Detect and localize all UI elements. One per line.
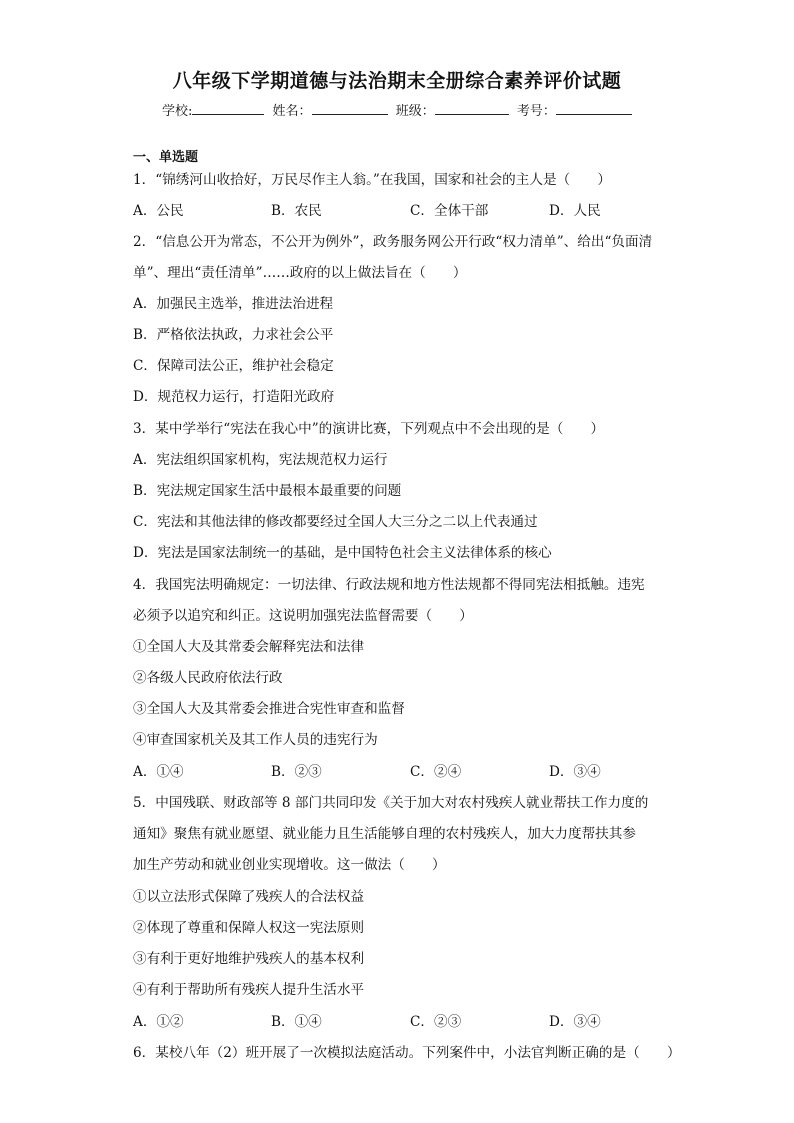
question-5-stem-line2: 通知》聚焦有就业愿望、就业能力且生活能够自理的农村残疾人，加大力度帮扶其参 xyxy=(133,826,636,842)
option-b[interactable]: B．宪法规定国家生活中最根本最重要的问题 xyxy=(133,483,402,499)
question-5-stem-line3: 加生产劳动和就业创业实现增收。这一做法（ ） xyxy=(133,857,446,873)
question-6-stem: 6．某校八年（2）班开展了一次模拟法庭活动。下列案件中，小法官判断正确的是（ ） xyxy=(133,1045,681,1061)
school-field[interactable] xyxy=(192,101,264,115)
question-4-stem-line2: 必须予以追究和纠正。这说明加强宪法监督需要（ ） xyxy=(133,608,473,624)
name-label: 姓名： xyxy=(272,104,312,119)
option-a[interactable]: A．公民 xyxy=(133,203,184,219)
option-a[interactable]: A．宪法组织国家机构，宪法规范权力运行 xyxy=(133,452,388,468)
option-b[interactable]: B．严格依法执政，力求社会公平 xyxy=(133,327,334,343)
student-info-row xyxy=(162,100,636,119)
question-4-options xyxy=(133,762,693,782)
statement-1: ①以立法形式保障了残疾人的合法权益 xyxy=(133,889,365,905)
option-d[interactable]: D．③④ xyxy=(549,764,601,780)
exam-title: 八年级下学期道德与法治期末全册综合素养评价试题 xyxy=(172,70,622,92)
statement-4: ④有利于帮助所有残疾人提升生活水平 xyxy=(133,982,365,998)
question-3-stem: 3．某中学举行“宪法在我心中”的演讲比赛，下列观点中不会出现的是（ ） xyxy=(133,421,605,437)
option-a[interactable]: A．加强民主选举，推进法治进程 xyxy=(133,296,334,312)
option-d[interactable]: D．规范权力运行，打造阳光政府 xyxy=(133,389,335,405)
question-2-stem-line2: 单”、理出“责任清单”……政府的以上做法旨在（ ） xyxy=(133,265,467,281)
option-b[interactable]: B．农民 xyxy=(271,203,322,219)
question-1-stem: 1．“锦绣河山收拾好，万民尽作主人翁。”在我国，国家和社会的主人是（ ） xyxy=(133,172,611,188)
option-c[interactable]: C．②④ xyxy=(410,764,462,780)
question-4-stem-line1: 4．我国宪法明确规定：一切法律、行政法规和地方性法规都不得同宪法相抵触。违宪 xyxy=(133,577,645,593)
option-d[interactable]: D．宪法是国家法制统一的基础，是中国特色社会主义法律体系的核心 xyxy=(133,545,552,561)
question-5-stem-line1: 5．中国残联、财政部等 8 部门共同印发《关于加大对农村残疾人就业帮扶工作力度的 xyxy=(133,795,649,811)
statement-3: ③有利于更好地维护残疾人的基本权利 xyxy=(133,951,365,967)
option-a[interactable]: A．①④ xyxy=(133,764,184,780)
class-field[interactable] xyxy=(435,101,509,115)
option-b[interactable]: B．②③ xyxy=(271,764,322,780)
statement-3: ③全国人大及其常委会推进合宪性审查和监督 xyxy=(133,701,405,717)
statement-2: ②各级人民政府依法行政 xyxy=(133,670,283,686)
name-field[interactable] xyxy=(312,101,388,115)
statement-1: ①全国人大及其常委会解释宪法和法律 xyxy=(133,639,365,655)
exam-number-field[interactable] xyxy=(556,101,632,115)
option-a[interactable]: A．①② xyxy=(133,1014,184,1030)
option-d[interactable]: D．人民 xyxy=(549,203,601,219)
class-label: 班级： xyxy=(395,104,435,119)
option-c[interactable]: C．宪法和其他法律的修改都要经过全国人大三分之二以上代表通过 xyxy=(133,514,538,530)
option-c[interactable]: C．保障司法公正，维护社会稳定 xyxy=(133,358,334,374)
section-heading: 一、单选题 xyxy=(133,150,199,165)
statement-4: ④审查国家机关及其工作人员的违宪行为 xyxy=(133,732,378,748)
question-1-options xyxy=(133,201,693,221)
option-c[interactable]: C．②③ xyxy=(410,1014,462,1030)
exam-number-label: 考号： xyxy=(516,104,556,119)
option-c[interactable]: C．全体干部 xyxy=(410,203,489,219)
question-5-options xyxy=(133,1012,693,1032)
question-2-stem-line1: 2．“信息公开为常态，不公开为例外”，政务服务网公开行政“权力清单”、给出“负面清 xyxy=(133,234,653,250)
statement-2: ②体现了尊重和保障人权这一宪法原则 xyxy=(133,920,365,936)
school-label: 学校: xyxy=(162,104,193,119)
option-d[interactable]: D．③④ xyxy=(549,1014,601,1030)
option-b[interactable]: B．①④ xyxy=(271,1014,322,1030)
